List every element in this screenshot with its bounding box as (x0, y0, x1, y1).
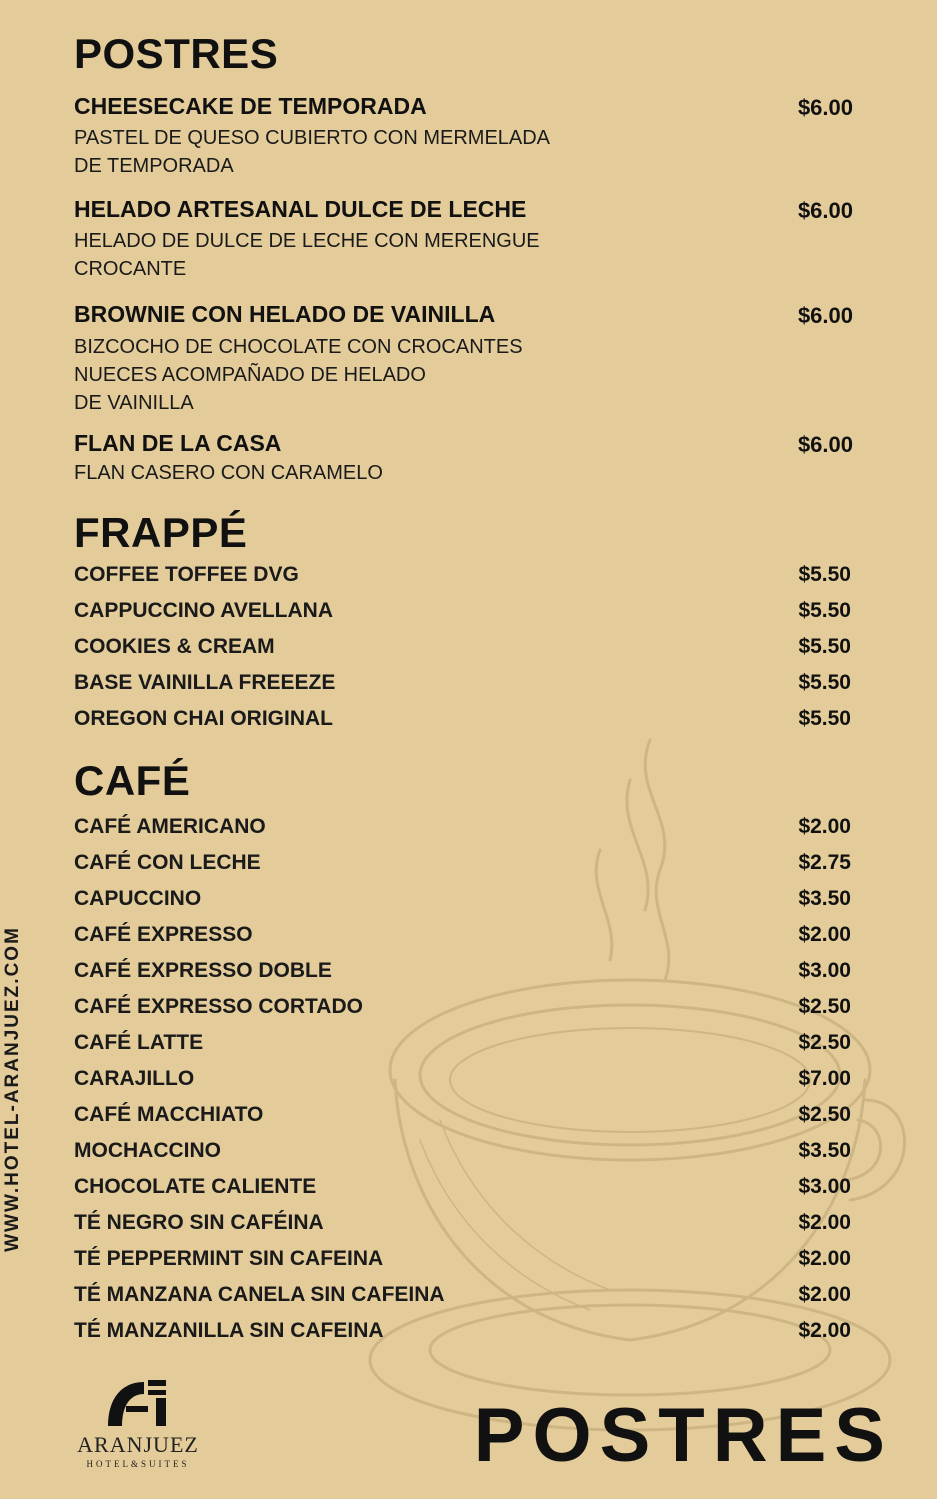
cafe-item-price: $2.00 (798, 1211, 851, 1234)
menu-item-name: FLAN DE LA CASA (74, 430, 282, 456)
cafe-item-name: TÉ PEPPERMINT SIN CAFEINA (74, 1247, 384, 1270)
cafe-item-name: TÉ MANZANA CANELA SIN CAFEINA (74, 1283, 445, 1306)
menu-item-price: $6.00 (797, 432, 853, 457)
footer-title: POSTRES (473, 1393, 893, 1478)
frappe-item-price: $5.50 (798, 599, 851, 622)
cafe-item-name: CAFÉ EXPRESSO CORTADO (74, 995, 363, 1018)
menu-item-description: BIZCOCHO DE CHOCOLATE CON CROCANTES NUECES ACOMPAÑADO DE HELADO DE VAINILLA (74, 336, 523, 414)
cafe-item-name: CAFÉ EXPRESSO (74, 923, 253, 946)
menu-item-description: PASTEL DE QUESO CUBIERTO CON MERMELADA DE TEMPORADA (74, 127, 551, 177)
frappe-item-price: $5.50 (798, 707, 851, 730)
cafe-item-price: $2.75 (798, 851, 851, 874)
hotel-logo-mark-icon (104, 1376, 174, 1426)
menu-item-price: $6.00 (797, 95, 853, 120)
cafe-item-name: CARAJILLO (74, 1067, 195, 1090)
cafe-item-price: $2.00 (798, 815, 851, 838)
cafe-item-price: $2.50 (798, 1103, 851, 1126)
cafe-item-name: CAFÉ MACCHIATO (74, 1103, 264, 1126)
cafe-item-name: TÉ NEGRO SIN CAFÉINA (74, 1211, 324, 1234)
cafe-item-price: $2.00 (798, 1319, 851, 1342)
cafe-item-price: $2.00 (798, 923, 851, 946)
frappe-item-name: COFFEE TOFFEE DVG (74, 563, 299, 586)
menu-item-price: $6.00 (797, 198, 853, 223)
cafe-item-price: $2.00 (798, 1247, 851, 1270)
frappe-item-name: COOKIES & CREAM (74, 635, 275, 658)
menu-item-name: HELADO ARTESANAL DULCE DE LECHE (74, 196, 527, 222)
cafe-item-name: CAFÉ EXPRESSO DOBLE (74, 959, 332, 982)
cafe-item-name: MOCHACCINO (74, 1139, 221, 1162)
cafe-item-name: CHOCOLATE CALIENTE (74, 1175, 317, 1198)
section-title-postres: POSTRES (74, 30, 279, 77)
menu-item-description: HELADO DE DULCE DE LECHE CON MERENGUE CROCANTE (74, 230, 540, 280)
menu-item-name: CHEESECAKE DE TEMPORADA (74, 93, 427, 119)
cafe-item-price: $3.50 (798, 887, 851, 910)
cafe-item-price: $3.00 (798, 1175, 851, 1198)
cafe-item-name: CAFÉ AMERICANO (74, 815, 266, 838)
cafe-item-price: $2.50 (798, 995, 851, 1018)
cafe-item-name: CAFÉ CON LECHE (74, 851, 261, 874)
cafe-item-price: $7.00 (798, 1067, 851, 1090)
menu-item-price: $6.00 (797, 303, 853, 328)
frappe-item-name: CAPPUCCINO AVELLANA (74, 599, 334, 622)
frappe-item-price: $5.50 (798, 563, 851, 586)
frappe-item-name: OREGON CHAI ORIGINAL (74, 707, 334, 730)
cafe-item-price: $2.00 (798, 1283, 851, 1306)
frappe-item-name: BASE VAINILLA FREEEZE (74, 671, 336, 694)
cafe-item-name: TÉ MANZANILLA SIN CAFEINA (74, 1319, 384, 1342)
menu-item-description: FLAN CASERO CON CARAMELO (74, 462, 383, 484)
section-title-frappe: FRAPPÉ (74, 509, 248, 556)
aranjuez-logo: ARANJUEZ HOTEL&SUITES (72, 1376, 204, 1476)
cafe-item-price: $3.00 (798, 959, 851, 982)
menu-item-name: BROWNIE CON HELADO DE VAINILLA (74, 301, 496, 327)
cafe-item-price: $2.50 (798, 1031, 851, 1054)
cafe-item-name: CAPUCCINO (74, 887, 202, 910)
cafe-item-name: CAFÉ LATTE (74, 1031, 204, 1054)
cafe-item-price: $3.50 (798, 1139, 851, 1162)
frappe-item-price: $5.50 (798, 671, 851, 694)
menu-page: POSTRES CHEESECAKE DE TEMPORADA $6.00 PASTEL DE QUESO CUBIERTO CON MERMELADA DE TEMPORADA HELADO ARTESANAL DULCE DE LECHE $6.00 HELADO DE DULCE DE LECHE CON MERENGUE CROCANTE BROWNIE CON HELADO DE VAINILLA $6.00 BIZCOCHO DE CHOCOLATE CON CROCANTES NUECES ACOMPAÑADO DE HELADO DE VAINILLA FLAN DE LA CASA $6.00 FLAN CASERO CON CARAMELO FRAPPÉ COFFEE TOFFEE DVG $5.50 CAPPUCCINO AVELLANA $5.50 COOKIES & CREAM $5.50 BASE VAINILLA FREEEZE $5.50 OREGON CHAI ORIGINAL $5.50 CAFÉ CAFÉ AMERICANO $2.00 CAFÉ CON LECHE $2.75 CAPUCCINO $3.50 CAFÉ EXPRESSO $2.00 CAFÉ EXPRESSO DOBLE $3.00 CAFÉ EXPRESSO CORTADO $2.50 CAFÉ LATTE $2.50 CARAJILLO $7.00 CAFÉ MACCHIATO $2.50 MOCHACCINO $3.50 CHOCOLATE CALIENTE $3.00 TÉ NEGRO SIN CAFÉINA $2.00 TÉ PEPPERMINT SIN CAFEINA $2.00 TÉ MANZANA CANELA SIN CAFEINA $2.00 TÉ MANZANILLA SIN CAFEINA $2.00 WWW.HOTEL-ARANJUEZ.COM ARANJUEZ HOTEL&SUITES POSTRES (0, 0, 937, 1499)
section-title-cafe: CAFÉ (74, 757, 191, 804)
frappe-item-price: $5.50 (798, 635, 851, 658)
